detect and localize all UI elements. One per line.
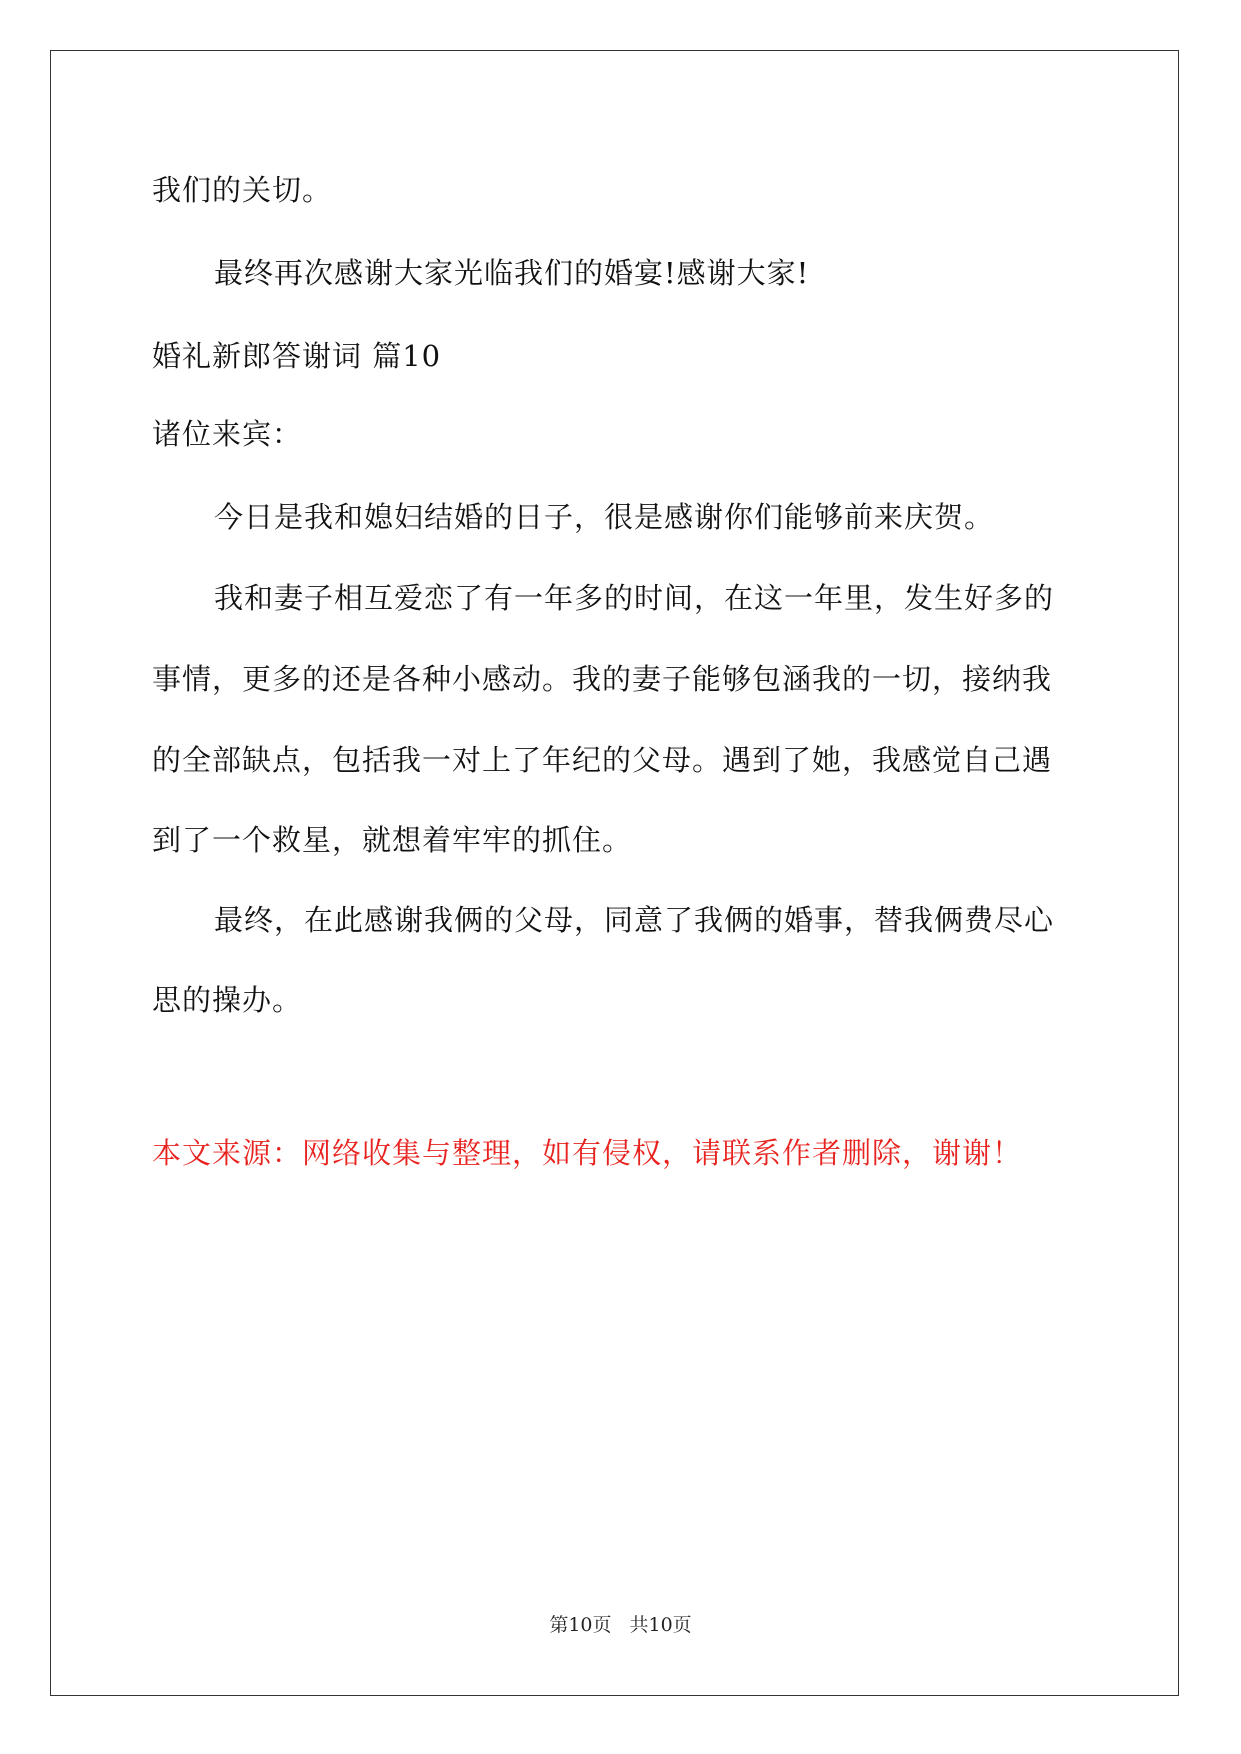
text-line: 我们的关切。	[152, 173, 333, 207]
text-line: 的全部缺点，包括我一对上了年纪的父母。遇到了她，我感觉自己遇	[152, 743, 1053, 777]
text-line: 到了一个救星，就想着牢牢的抓住。	[152, 823, 633, 857]
text-line: 最终再次感谢大家光临我们的婚宴!感谢大家!	[214, 256, 810, 290]
text-line: 事情，更多的还是各种小感动。我的妻子能够包涵我的一切，接纳我	[152, 662, 1053, 696]
text-line: 今日是我和媳妇结婚的日子，很是感谢你们能够前来庆贺。	[214, 500, 995, 534]
salutation: 诸位来宾：	[152, 417, 303, 451]
text-line: 我和妻子相互爱恋了有一年多的时间，在这一年里，发生好多的	[214, 581, 1055, 615]
source-notice: 本文来源：网络收集与整理，如有侵权，请联系作者删除，谢谢！	[152, 1136, 1023, 1170]
page-number-total: 共10页	[629, 1614, 692, 1636]
section-heading: 婚礼新郎答谢词 篇10	[152, 339, 442, 373]
text-line: 最终，在此感谢我俩的父母，同意了我俩的婚事，替我俩费尽心	[214, 903, 1055, 937]
page-footer	[0, 1612, 1241, 1638]
page-frame	[50, 50, 1179, 1696]
text-line: 思的操办。	[152, 983, 303, 1017]
page-number-current: 第10页	[549, 1614, 612, 1636]
